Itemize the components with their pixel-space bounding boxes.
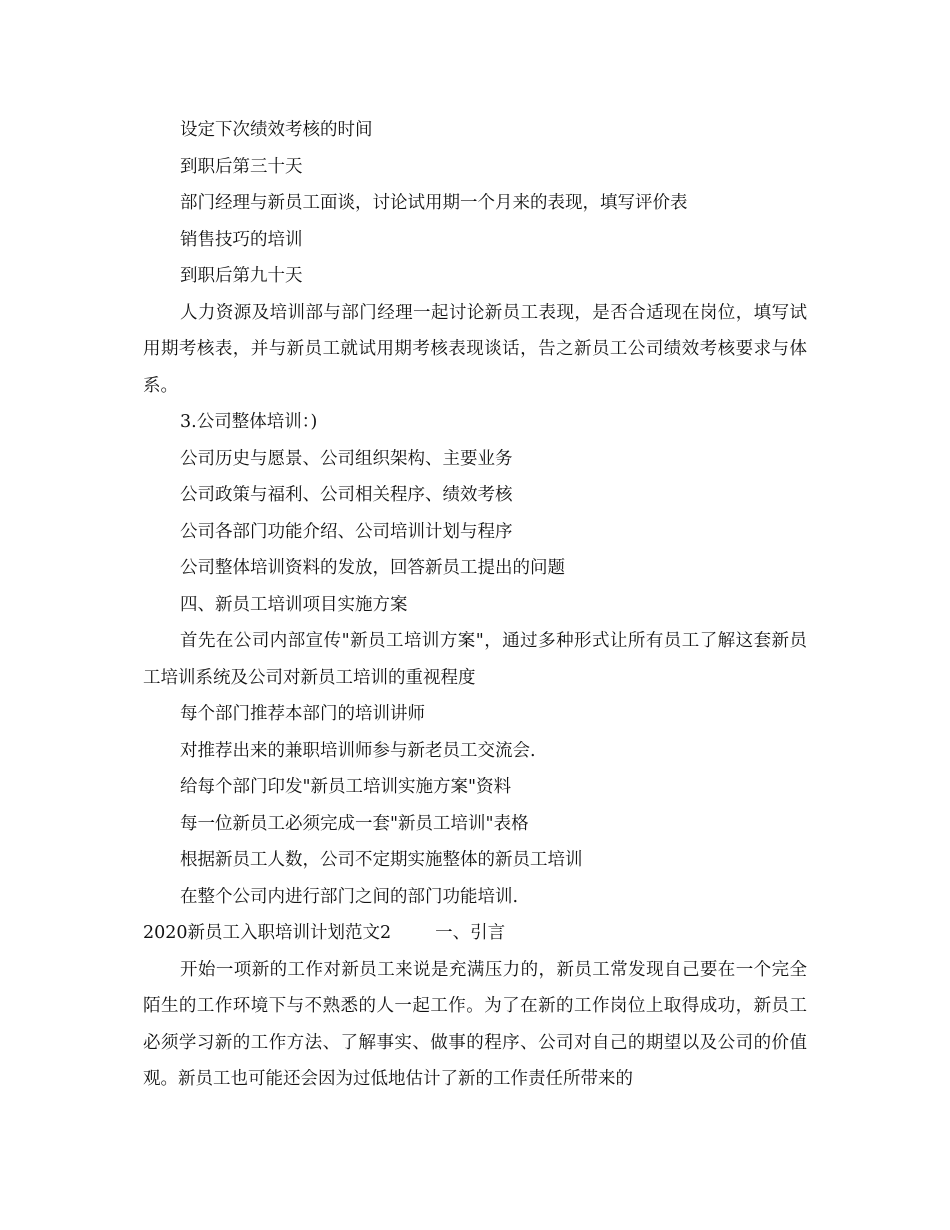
paragraph-intro: 开始一项新的工作对新员工来说是充满压力的，新员工常发现自己要在一个完全陌生的工作环境下与不熟悉的人一起工作。为了在新的工作岗位上取得成功，新员工必须学习新的工作方法、了解事实、做事的程序、公司对自己的期望以及公司的价值观。新员工也可能还会因为过低地估计了新的工作责任所带来的 bbox=[143, 959, 807, 1089]
section-heading: 四、新员工培训项目实施方案 bbox=[180, 594, 408, 615]
paragraph-hr-review: 人力资源及培训部与部门经理一起讨论新员工表现，是否合适现在岗位，填写试用期考核表，并与新员工就试用期考核表现谈话，告之新员工公司绩效考核要求与体系。 bbox=[143, 302, 807, 396]
text-line: 公司历史与愿景、公司组织架构、主要业务 bbox=[180, 448, 513, 469]
text-line: 3.公司整体培训：) bbox=[180, 412, 318, 432]
text-line: 销售技巧的培训 bbox=[180, 229, 303, 250]
article-title: 2020新员工入职培训计划范文2 bbox=[143, 923, 392, 943]
text-line: 给每个部门印发"新员工培训实施方案"资料 bbox=[180, 777, 512, 797]
text-line: 部门经理与新员工面谈，讨论试用期一个月来的表现，填写评价表 bbox=[180, 193, 688, 213]
paragraph-promotion: 首先在公司内部宣传"新员工培训方案"，通过多种形式让所有员工了解这套新员工培训系统及公司对新员工培训的重视程度 bbox=[143, 631, 807, 688]
text-line: 公司各部门功能介绍、公司培训计划与程序 bbox=[180, 521, 513, 542]
document-body bbox=[143, 112, 807, 1098]
article-title-line bbox=[143, 915, 807, 952]
text-line: 公司整体培训资料的发放，回答新员工提出的问题 bbox=[180, 558, 565, 578]
text-line: 设定下次绩效考核的时间 bbox=[180, 120, 373, 140]
text-line: 每一位新员工必须完成一套"新员工培训"表格 bbox=[180, 813, 529, 834]
text-line: 到职后第九十天 bbox=[180, 266, 303, 286]
text-line: 到职后第三十天 bbox=[180, 156, 303, 177]
text-line: 每个部门推荐本部门的培训讲师 bbox=[180, 704, 425, 724]
text-line: 公司政策与福利、公司相关程序、绩效考核 bbox=[180, 485, 513, 505]
text-line: 根据新员工人数，公司不定期实施整体的新员工培训 bbox=[180, 850, 583, 870]
text-line: 对推荐出来的兼职培训师参与新老员工交流会. bbox=[180, 740, 536, 761]
text-line: 在整个公司内进行部门之间的部门功能培训. bbox=[180, 886, 519, 907]
article-subheading: 一、引言 bbox=[435, 923, 506, 943]
